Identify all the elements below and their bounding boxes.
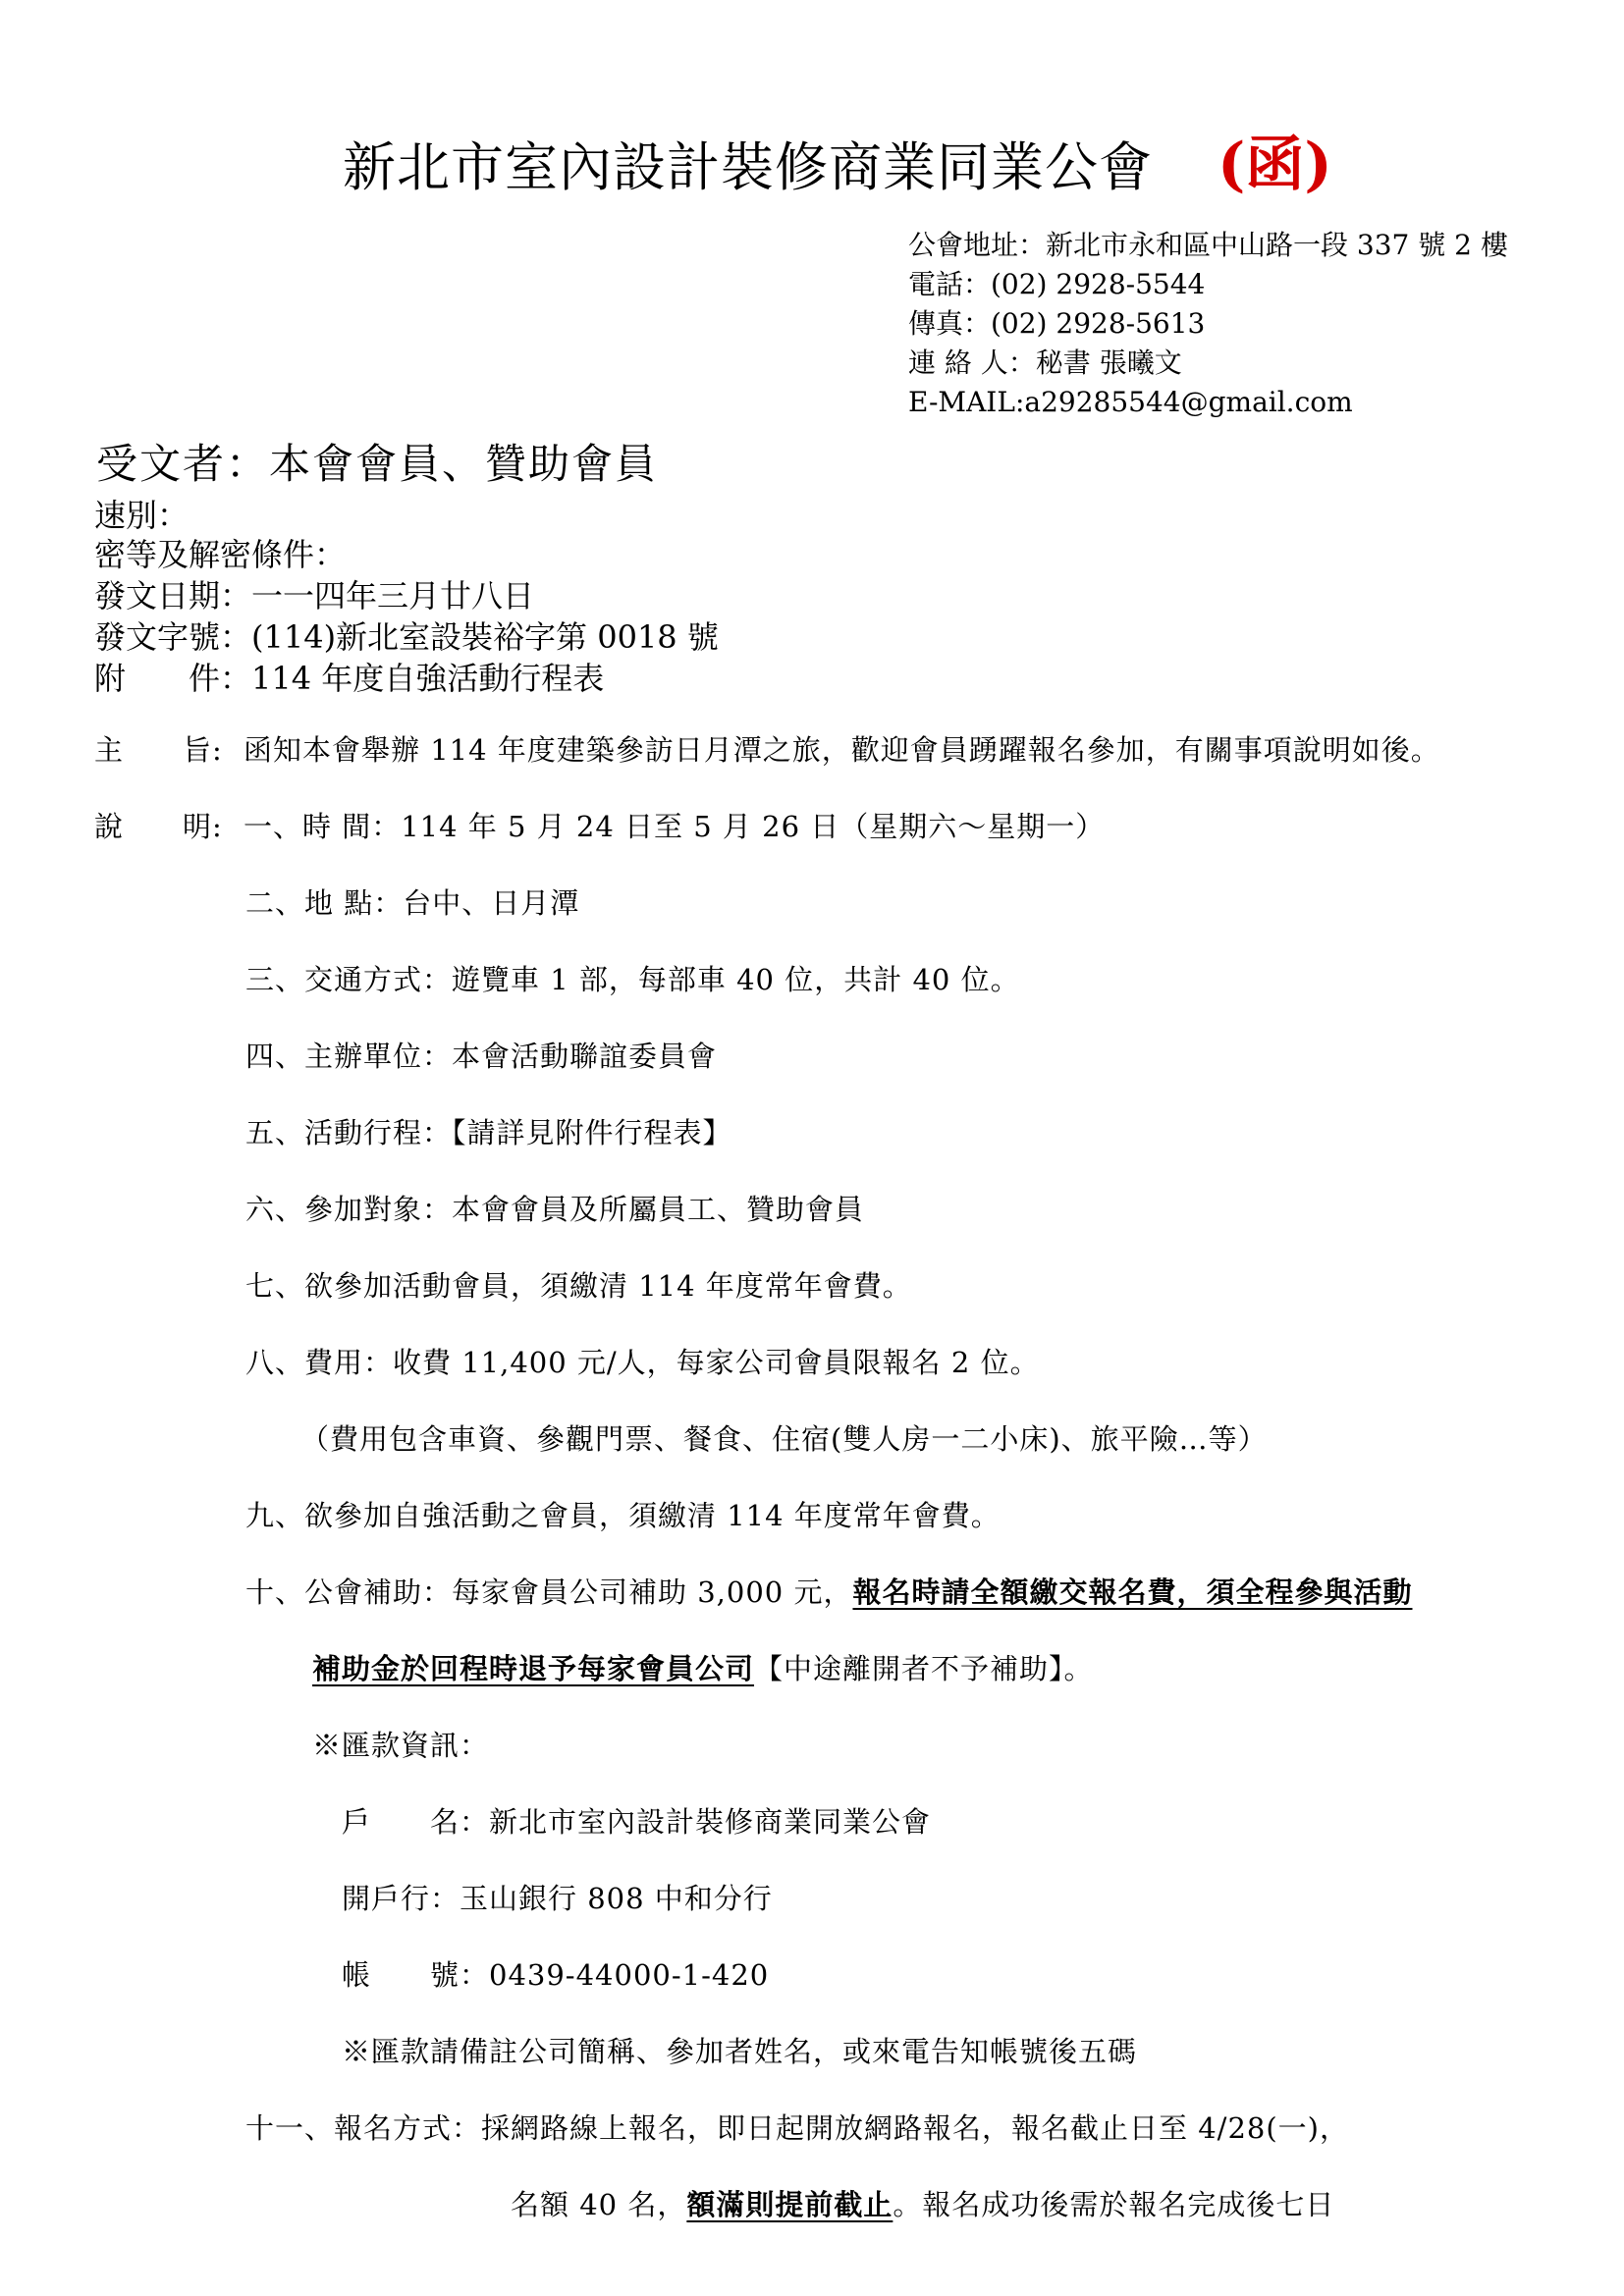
item-subsidy bbox=[245, 1571, 1412, 1611]
remit-note: ※匯款請備註公司簡稱、參加者姓名，或來電告知帳號後五碼 bbox=[342, 2035, 1138, 2068]
item-subsidy-cont bbox=[312, 1647, 1094, 1687]
subject-row bbox=[94, 728, 1440, 769]
item-transport: 三、交通方式：遊覽車 1 部，每部車 40 位，共計 40 位。 bbox=[245, 963, 1020, 996]
contact-phone: 電話：(02) 2928-5544 bbox=[908, 268, 1206, 300]
contact-address: 公會地址：新北市永和區中山路一段 337 號 2 樓 bbox=[908, 229, 1508, 261]
item-itinerary: 五、活動行程：【請詳見附件行程表】 bbox=[245, 1116, 732, 1149]
document-number: 發文字號：(114)新北室設裝裕字第 0018 號 bbox=[94, 618, 719, 656]
quota-emphasis: 額滿則提前截止 bbox=[686, 2188, 893, 2221]
explanation-row bbox=[94, 805, 1105, 845]
subsidy-refund-emphasis: 補助金於回程時退予每家會員公司 bbox=[312, 1652, 755, 1685]
remit-account-number: 帳 號：0439-44000-1-420 bbox=[342, 1958, 770, 1992]
speed-field: 速別： bbox=[94, 497, 189, 534]
contact-person: 連 絡 人：秘書 張曦文 bbox=[908, 347, 1182, 379]
recipient: 受文者：本會會員、贊助會員 bbox=[96, 440, 659, 488]
registration-followup: 。報名成功後需於報名完成後七日 bbox=[893, 2188, 1335, 2221]
item-cost: 八、費用：收費 11,400 元/人，每家公司會員限報名 2 位。 bbox=[245, 1346, 1040, 1379]
item-cost-note: （費用包含車資、參觀門票、餐食、住宿(雙人房一二小床)、旅平險…等） bbox=[300, 1422, 1268, 1456]
document-title: 新北市室內設計裝修商業同業公會 bbox=[343, 136, 1153, 198]
issue-date: 發文日期：一一四年三月廿八日 bbox=[94, 577, 535, 614]
item-membership-fee: 七、欲參加活動會員，須繳清 114 年度常年會費。 bbox=[245, 1269, 912, 1303]
remit-bank: 開戶行：玉山銀行 808 中和分行 bbox=[342, 1882, 773, 1915]
item-participants: 六、參加對象：本會會員及所屬員工、贊助會員 bbox=[245, 1193, 865, 1226]
subsidy-condition: 【中途離開者不予補助】。 bbox=[754, 1652, 1094, 1685]
subsidy-emphasis: 報名時請全額繳交報名費，須全程參與活動 bbox=[852, 1575, 1413, 1609]
document-type-mark: (函) bbox=[1218, 131, 1332, 199]
item-time: 一、時 間：114 年 5 月 24 日至 5 月 26 日（星期六～星期一） bbox=[244, 810, 1106, 843]
explanation-label: 說 明: bbox=[94, 810, 223, 843]
remit-title: ※匯款資訊： bbox=[312, 1729, 490, 1762]
item-registration: 十一、報名方式：採網路線上報名，即日起開放網路報名，報名截止日至 4/28(一)， bbox=[245, 2111, 1349, 2145]
subject-label: 主 旨: bbox=[94, 733, 223, 767]
quota-text: 名額 40 名， bbox=[511, 2188, 687, 2221]
item-organizer: 四、主辦單位：本會活動聯誼委員會 bbox=[245, 1040, 718, 1073]
item-registration-cont bbox=[511, 2183, 1334, 2223]
subject-text: 函知本會舉辦 114 年度建築參訪日月潭之旅，歡迎會員踴躍報名參加，有關事項說明如後。 bbox=[244, 733, 1440, 767]
secrecy-field: 密等及解密條件： bbox=[94, 536, 347, 573]
item-activity-fee: 九、欲參加自強活動之會員，須繳清 114 年度常年會費。 bbox=[245, 1499, 1001, 1532]
contact-fax: 傳真：(02) 2928-5613 bbox=[908, 307, 1206, 340]
subsidy-text: 十、公會補助：每家會員公司補助 3,000 元， bbox=[245, 1575, 853, 1609]
item-location: 二、地 點：台中、日月潭 bbox=[245, 886, 580, 920]
remit-account-name: 戶 名：新北市室內設計裝修商業同業公會 bbox=[342, 1805, 932, 1839]
contact-email: E-MAIL:a29285544@gmail.com bbox=[908, 386, 1353, 418]
attachment-field: 附 件：114 年度自強活動行程表 bbox=[94, 660, 605, 697]
